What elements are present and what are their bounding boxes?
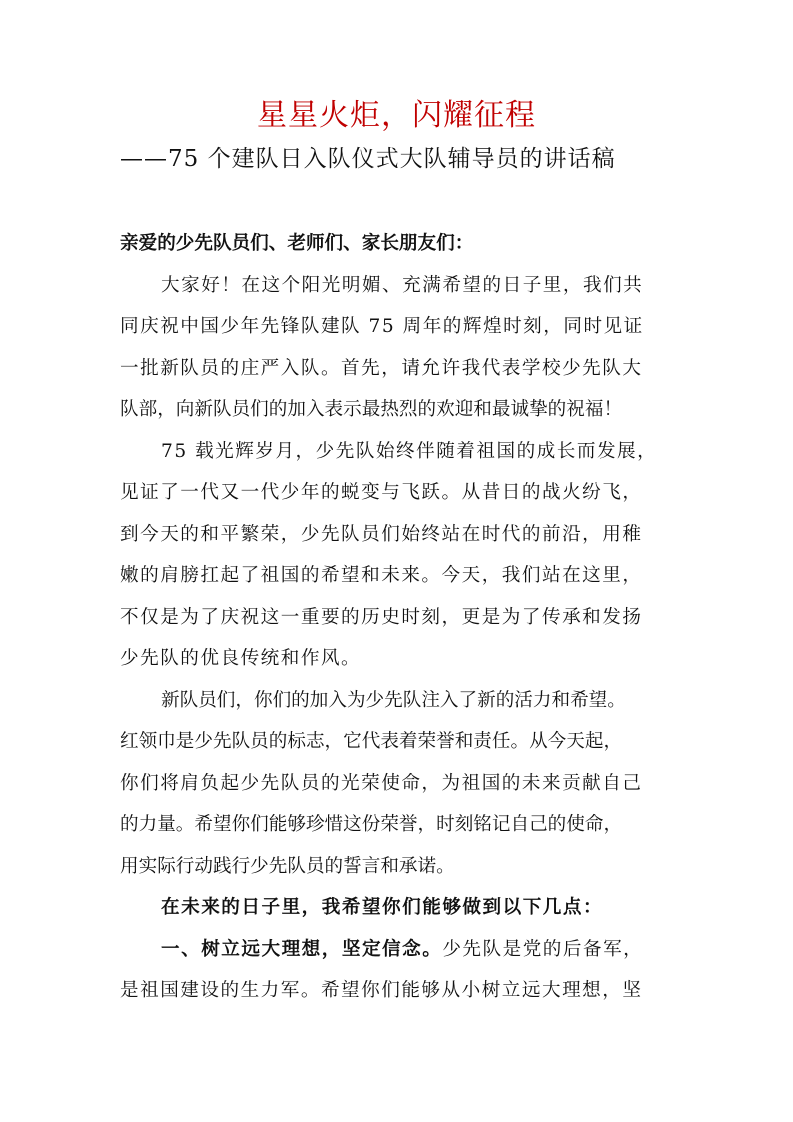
point-heading: 一、树立远大理想，坚定信念。 <box>161 938 443 960</box>
salutation: 亲爱的少先队员们、老师们、家长朋友们： <box>120 233 474 254</box>
paragraph-line: 到今天的和平繁荣，少先队员们始终站在时代的前沿，用稚 <box>120 523 643 545</box>
paragraph-line: 一批新队员的庄严入队。首先，请允许我代表学校少先队大 <box>120 357 643 379</box>
section-intro: 在未来的日子里，我希望你们能够做到以下几点： <box>161 897 604 918</box>
paragraph-line: 少先队的优良传统和作风。 <box>120 648 362 669</box>
paragraph-line: 队部，向新队员们的加入表示最热烈的欢迎和最诚挚的祝福！ <box>120 399 623 420</box>
document-body <box>120 223 690 1012</box>
paragraph-line: 用实际行动践行少先队员的誓言和承诺。 <box>120 855 455 877</box>
document-subtitle: ——75 个建队日入队仪式大队辅导员的讲话稿 <box>120 146 616 172</box>
paragraph-line: 是祖国建设的生力军。希望你们能够从小树立远大理想，坚 <box>120 980 643 1001</box>
paragraph-line: 不仅是为了庆祝这一重要的历史时刻，更是为了传承和发扬 <box>120 606 643 628</box>
paragraph-line: 75 载光辉岁月，少先队始终伴随着祖国的成长而发展， <box>161 440 658 462</box>
paragraph-line: 红领巾是少先队员的标志，它代表着荣誉和责任。从今天起， <box>120 731 623 752</box>
paragraph-line <box>120 929 690 971</box>
paragraph-line: 的力量。希望你们能够珍惜这份荣誉，时刻铭记自己的使命， <box>120 814 623 835</box>
point-text: 少先队是党的后备军， <box>442 938 644 960</box>
paragraph-line: 嫩的肩膀扛起了祖国的希望和未来。今天，我们站在这里， <box>120 565 643 586</box>
document-title: 星星火炬，闪耀征程 <box>257 98 536 133</box>
paragraph-line: 你们将肩负起少先队员的光荣使命，为祖国的未来贡献自己 <box>120 772 643 794</box>
paragraph-line: 见证了一代又一代少年的蜕变与飞跃。从昔日的战火纷飞， <box>120 482 643 503</box>
paragraph-line: 大家好！在这个阳光明媚、充满希望的日子里，我们共 <box>161 274 644 296</box>
paragraph-line: 同庆祝中国少年先锋队建队 75 周年的辉煌时刻，同时见证 <box>120 316 644 337</box>
paragraph-line: 新队员们，你们的加入为少先队注入了新的活力和希望。 <box>161 689 626 711</box>
